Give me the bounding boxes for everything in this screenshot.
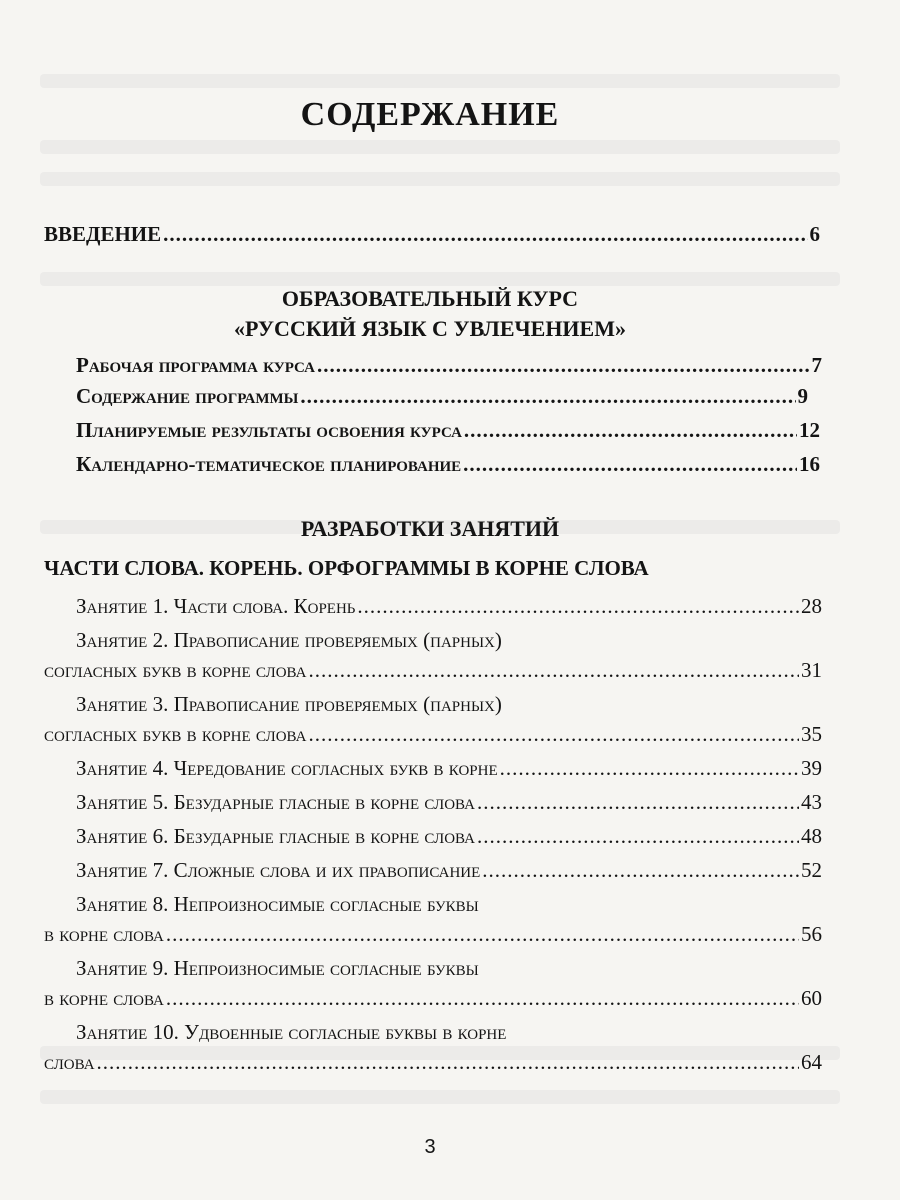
toc-entry-course[interactable] [76,353,822,378]
toc-leader-dots [477,824,799,849]
toc-entry-lesson[interactable] [44,658,822,683]
toc-entry-label[interactable]: Занятие 10. Удвоенные согласные буквы в корне [76,1020,507,1044]
toc-entry-label[interactable]: Занятие 3. Правописание проверяемых (парных) [76,692,502,716]
toc-entry-label: Рабочая программа курса [76,353,315,377]
toc-entry-page: 31 [801,658,822,682]
toc-leader-dots [463,452,797,477]
toc-entry-label: Занятие 1. Части слова. Корень [76,594,356,618]
toc-entry-page: 48 [801,824,822,848]
toc-entry-label: ВВЕДЕНИЕ [44,222,162,246]
toc-entry-label: Занятие 6. Безударные гласные в корне слова [76,824,475,848]
toc-leader-dots [97,1050,799,1075]
show-through-line [40,140,840,154]
show-through-line [40,74,840,88]
toc-entry-lesson[interactable] [76,594,822,619]
show-through-line [40,172,840,186]
toc-entry-lesson[interactable] [44,986,822,1011]
toc-entry-label-cont: согласных букв в корне слова [44,722,307,746]
toc-entry-label: Содержание программы [76,384,299,408]
toc-entry-label: Занятие 7. Сложные слова и их правописание [76,858,481,882]
toc-entry-lesson[interactable] [76,756,822,781]
toc-leader-dots [464,418,797,443]
section-title: ЧАСТИ СЛОВА. КОРЕНЬ. ОРФОГРАММЫ В КОРНЕ СЛОВА [44,556,649,580]
toc-leader-dots [317,353,810,378]
toc-entry-course[interactable] [76,452,820,477]
toc-entry-page: 43 [801,790,822,814]
toc-entry-course[interactable] [76,384,808,409]
toc-leader-dots [477,790,799,815]
toc-entry-course[interactable] [76,418,820,443]
toc-entry-page: 9 [797,384,808,408]
toc-entry-page: 64 [801,1050,822,1074]
show-through-line [40,272,840,286]
toc-entry-label: Планируемые результаты освоения курса [76,418,462,442]
page-title: СОДЕРЖАНИЕ [300,96,560,133]
toc-entry-page: 7 [811,353,822,377]
toc-entry-lesson[interactable] [76,824,822,849]
toc-leader-dots [357,594,799,619]
toc-leader-dots [166,986,799,1011]
toc-leader-dots [308,658,799,683]
toc-entry-label-cont: согласных букв в корне слова [44,658,307,682]
toc-entry-lesson[interactable] [76,790,822,815]
toc-entry-page: 52 [801,858,822,882]
toc-entry-page: 39 [801,756,822,780]
course-heading-line1: ОБРАЗОВАТЕЛЬНЫЙ КУРС [281,286,579,311]
toc-leader-dots [166,922,799,947]
toc-leader-dots [300,384,795,409]
toc-entry-page: 28 [801,594,822,618]
course-heading-line2: «РУССКИЙ ЯЗЫК С УВЛЕЧЕНИЕМ» [234,316,626,341]
toc-entry-label: Занятие 5. Безударные гласные в корне слова [76,790,475,814]
toc-entry-intro[interactable] [44,222,820,247]
toc-entry-label-cont: в корне слова [44,922,164,946]
toc-entry-lesson[interactable] [76,858,822,883]
toc-leader-dots [163,222,807,247]
toc-entry-label[interactable]: Занятие 8. Непроизносимые согласные буквы [76,892,479,916]
toc-entry-lesson[interactable] [44,922,822,947]
toc-leader-dots [308,722,799,747]
toc-entry-page: 60 [801,986,822,1010]
toc-entry-page: 56 [801,922,822,946]
toc-entry-label-cont: в корне слова [44,986,164,1010]
toc-entry-page: 12 [799,418,820,442]
toc-entry-label: Календарно-тематическое планирование [76,452,462,476]
toc-entry-label[interactable]: Занятие 9. Непроизносимые согласные буквы [76,956,479,980]
toc-leader-dots [500,756,799,781]
toc-entry-label[interactable]: Занятие 2. Правописание проверяемых (парных) [76,628,502,652]
show-through-line [40,1090,840,1104]
lessons-heading: РАЗРАБОТКИ ЗАНЯТИЙ [300,516,560,541]
page-number: 3 [424,1136,436,1158]
toc-entry-lesson[interactable] [44,722,822,747]
toc-entry-label-cont: слова [44,1050,95,1074]
toc-entry-label: Занятие 4. Чередование согласных букв в корне [76,756,498,780]
toc-leader-dots [482,858,799,883]
toc-entry-lesson[interactable] [44,1050,822,1075]
toc-entry-page: 16 [799,452,820,476]
toc-entry-page: 6 [809,222,820,246]
toc-entry-page: 35 [801,722,822,746]
